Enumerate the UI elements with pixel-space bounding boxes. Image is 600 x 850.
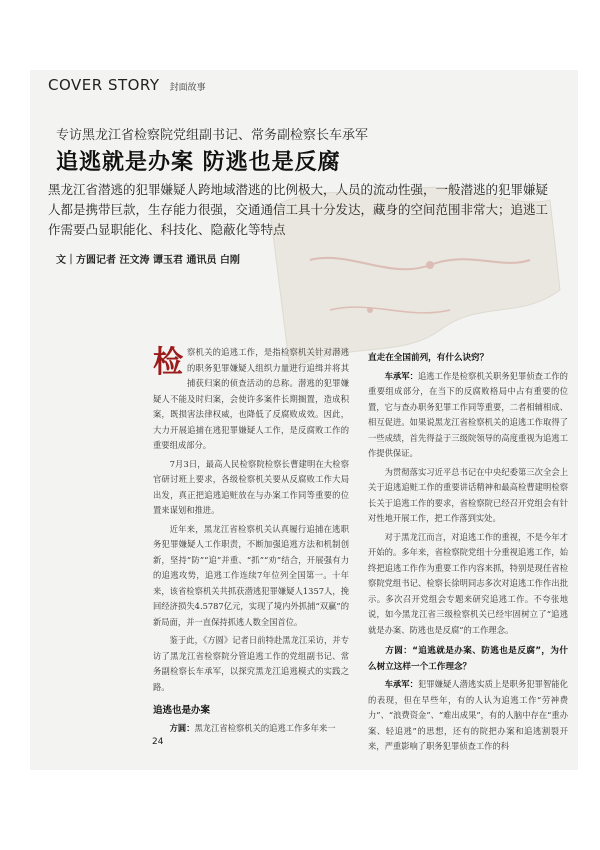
question-paragraph: 方圆：黑龙江省检察机关的追逃工作多年来一 [169,722,336,733]
drop-cap: 检 [153,345,183,380]
right-column [368,345,568,758]
paragraph: 7月3日，最高人民检察院检察长曹建明在大检察官研讨班上要求，各级检察机关要从反腐败工作大局出发，真正把追逃追赃放在与办案工作同等重要的位置来谋划和推进。 [153,458,349,515]
speaker-label: 车承军： [384,370,418,381]
cover-story-label-cn: 封面故事 [169,83,206,93]
paragraph: 为贯彻落实习近平总书记在中央纪委第三次全会上关于追逃追赃工作的重要讲话精神和最高检曹建明检察长关于追逃工作的要求，省检察院已经召开党组会有针对性地开展工作，把工作落到实处。 [368,466,568,523]
article-subtitle: 专访黑龙江省检察院党组副书记、常务副检察长车承军 [56,128,369,143]
paragraph: 近年来，黑龙江省检察机关认真履行追捕在逃职务犯罪嫌疑人工作职责，不断加强追逃方法和机制创新，坚持“防”“追”并重、“抓”“劝”结合，开展强有力的追逃攻势，追逃工作连续7年位列全国第一。十年来，该省检察机关共抓获潜逃犯罪嫌疑人1357人，挽回经济损失4.5787亿元，实现了境内外抓捕“双赢”的新局面，并一直保持抓逃人数全国首位。 [153,523,349,627]
paragraph: 检察机关的追逃工作，是指检察机关针对潜逃的职务犯罪嫌疑人组织力量进行追缉并将其捕获归案的侦查活动的总称。潜逃的犯罪嫌疑人不能及时归案，会使许多案件长期搁置，造成积案，既损害法律权威，也降低了反腐败成效。因此，大力开展追捕在逃犯罪嫌疑人工作，是反腐败工作的重要组成部分。 [153,345,349,450]
article-lead: 黑龙江省潜逃的犯罪嫌疑人跨地域潜逃的比例极大，人员的流动性强，一般潜逃的犯罪嫌疑人都是携带巨款，生存能力很强，交通通信工具十分发达，藏身的空间范围非常大；追逃工作需要凸显职能化、科技化、隐蔽化等特点 [48,182,549,237]
question-paragraph: 方圆：“追逃就是办案、防逃也是反腐”，为什么树立这样一个工作理念？ [368,646,568,672]
section-header [48,76,206,94]
answer-paragraph: 车承军：追逃工作是检察机关职务犯罪侦查工作的重要组成部分，在当下的反腐败格局中占有重要的位置，它与查办职务犯罪工作同等重要，二者相辅相成、相互促进。如果说黑龙江省检察机关的追逃工作取得了一些成绩，首先得益于三级院领导的高度重视为追逃工作提供保证。 [368,370,568,458]
left-column [153,345,349,739]
article-title: 追逃就是办案 防逃也是反腐 [56,150,341,175]
cover-story-label: COVER STORY [48,76,160,94]
speaker-label: 车承军： [384,679,418,689]
speaker-label: 方圆： [385,646,413,656]
answer-paragraph: 车承军：犯罪嫌疑人潜逃实质上是职务犯罪智能化的表现，但在早些年，有的人认为追逃工作“劳神费力”、“浪费资金”、“难出成果”，有的人脑中存在“重办案、轻追逃”的思想，还有的院把办案和追逃割裂开来，严重影响了职务犯罪侦查工作的科 [368,679,568,751]
section-heading: 追逃也是办案 [153,705,211,716]
page-number: 24 [152,737,164,747]
article-byline: 文｜方圆记者 汪文涛 谭玉君 通讯员 白刚 [56,255,240,266]
question-continuation: 直走在全国前列，有什么诀窍？ [368,353,489,363]
paragraph: 对于黑龙江而言，对追逃工作的重视，不是今年才开始的。多年来，省检察院党组十分重视追逃工作，始终把追逃工作作为重要工作内容来抓，特别是现任省检察院党组书记、检察长徐明同志多次对追逃工作作出批示。多次召开党组会专题来研究追逃工作。不夸张地说，如今黑龙江省三级检察机关已经牢固树立了“追逃就是办案、防逃也是反腐”的工作理念。 [368,531,568,635]
paragraph: 鉴于此，《方圆》记者日前特赴黑龙江采访，并专访了黑龙江省检察院分管追逃工作的党组副书记、常务副检察长车承军，以探究黑龙江追逃模式的实践之路。 [153,635,349,692]
speaker-label: 方圆： [169,722,195,733]
